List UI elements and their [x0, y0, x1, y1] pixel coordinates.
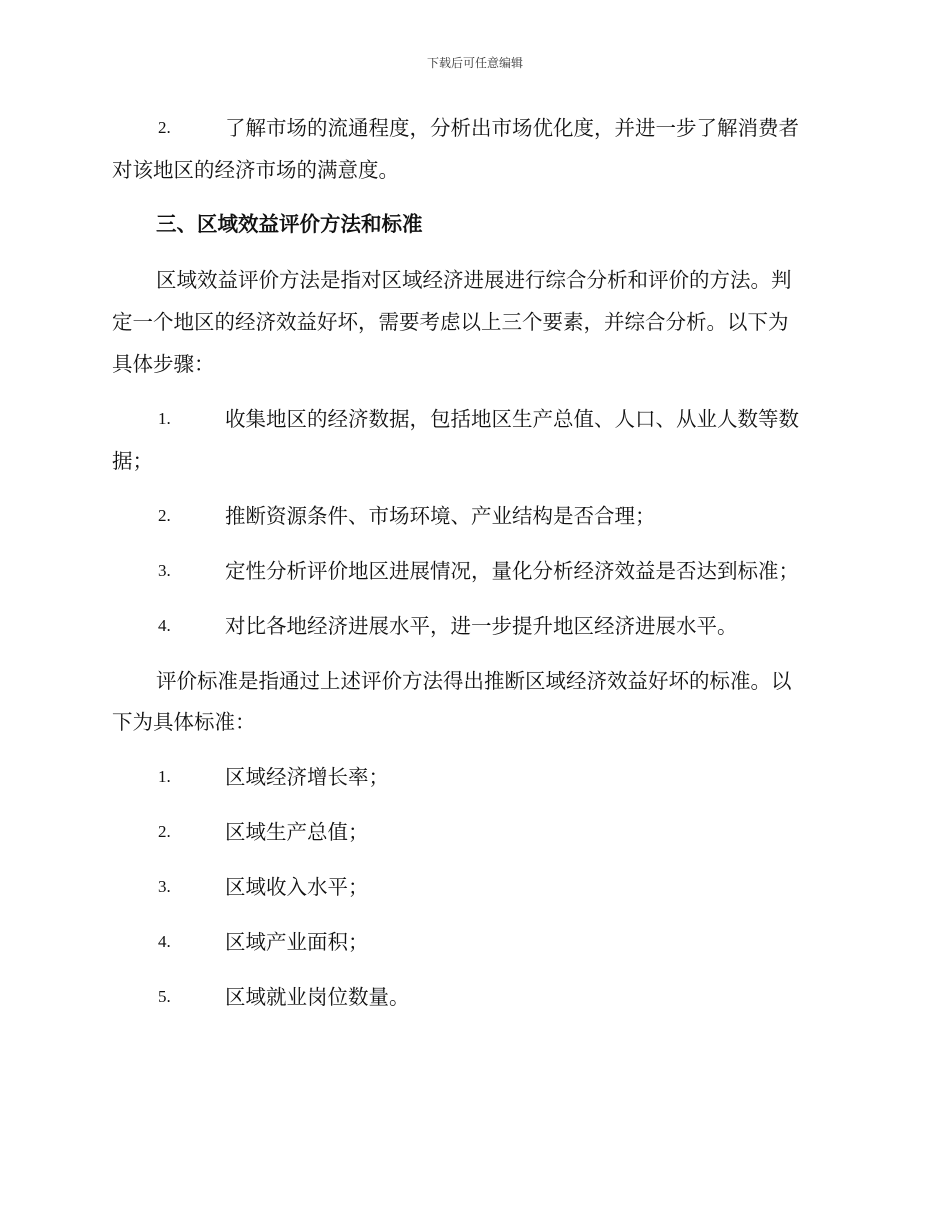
list-number: 2. — [158, 118, 171, 137]
list-number: 2. — [158, 506, 171, 525]
list-item-continuation: 对该地区的经济市场的满意度。 — [112, 158, 399, 182]
paragraph-line: 区域效益评价方法是指对区域经济进展进行综合分析和评价的方法。判 — [156, 268, 792, 292]
list-item-continuation: 据； — [112, 449, 153, 473]
list-number: 3. — [158, 561, 171, 580]
list-item-text: 收集地区的经济数据，包括地区生产总值、人口、从业人数等数 — [225, 407, 799, 431]
list-item-text: 区域就业岗位数量。 — [225, 985, 410, 1009]
paragraph-line: 评价标准是指通过上述评价方法得出推断区域经济效益好坏的标准。以 — [156, 669, 792, 693]
list-number: 2. — [158, 822, 171, 841]
list-item-text: 定性分析评价地区进展情况，量化分析经济效益是否达到标准； — [225, 559, 799, 583]
list-item-text: 区域收入水平； — [225, 875, 369, 899]
page-header: 下载后可任意编辑 — [426, 56, 523, 70]
list-item-text: 推断资源条件、市场环境、产业结构是否合理； — [225, 504, 656, 528]
list-number: 4. — [158, 616, 171, 635]
list-number: 5. — [158, 987, 171, 1006]
document-body — [112, 0, 834, 1230]
list-item-text: 了解市场的流通程度，分析出市场优化度，并进一步了解消费者 — [225, 116, 799, 140]
list-number: 1. — [158, 409, 171, 428]
paragraph-line: 定一个地区的经济效益好坏，需要考虑以上三个要素，并综合分析。以下为 — [112, 310, 789, 334]
list-item-text: 区域生产总值； — [225, 820, 369, 844]
list-item-text: 区域产业面积； — [225, 930, 369, 954]
list-number: 1. — [158, 767, 171, 786]
list-number: 3. — [158, 877, 171, 896]
list-item-text: 对比各地经济进展水平，进一步提升地区经济进展水平。 — [225, 614, 738, 638]
paragraph-line: 下为具体标准： — [112, 710, 256, 734]
list-item-text: 区域经济增长率； — [225, 765, 389, 789]
paragraph-line: 具体步骤： — [112, 352, 215, 376]
section-heading: 三、区域效益评价方法和标准 — [156, 212, 423, 236]
list-number: 4. — [158, 932, 171, 951]
